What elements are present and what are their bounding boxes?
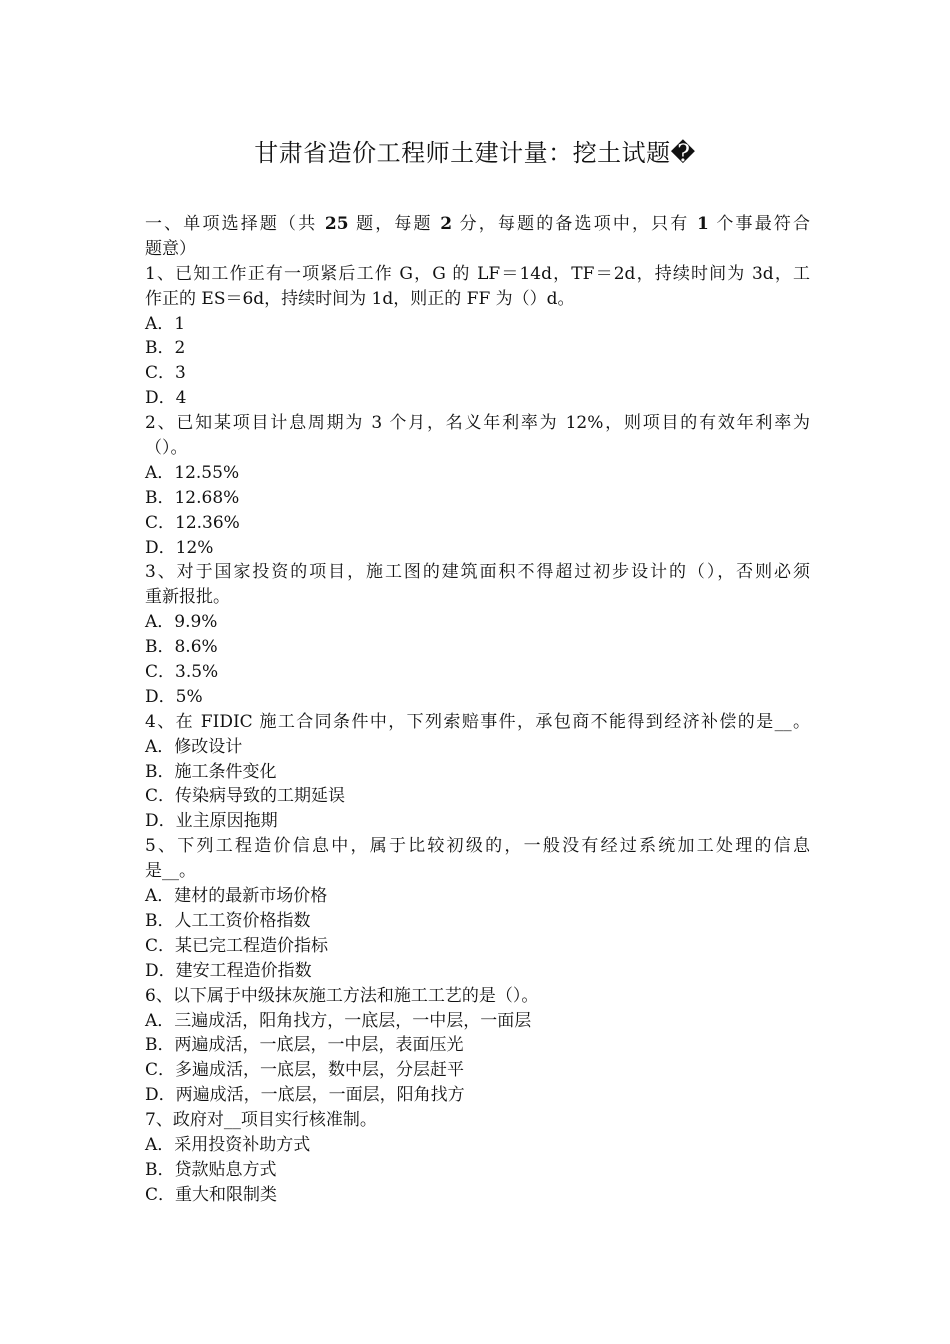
question-stem: 1、已知工作正有一项紧后工作 G，G 的 LF＝14d，TF＝2d，持续时间为 3d，工 bbox=[145, 263, 810, 284]
option-a: A．建材的最新市场价格 bbox=[145, 886, 328, 907]
option-a: A．三遍成活，阳角找方，一底层，一中层，一面层 bbox=[145, 1010, 532, 1031]
page-title: 甘肃省造价工程师土建计量：挖土试题� bbox=[254, 139, 696, 167]
option-d: D．业主原因拖期 bbox=[145, 811, 278, 832]
option-c: C．12.36% bbox=[145, 512, 240, 533]
option-b: B．12.68% bbox=[145, 487, 240, 508]
option-a: A．12.55% bbox=[145, 462, 240, 483]
question-stem: 2、已知某项目计息周期为 3 个月，名义年利率为 12%，则项目的有效年利率为 bbox=[145, 413, 810, 434]
question-1 bbox=[145, 262, 810, 411]
question-stem: 作正的 ES＝6d，持续时间为 1d，则正的 FF 为（）d。 bbox=[145, 288, 575, 309]
option-d: D．5% bbox=[145, 686, 203, 707]
option-d: D．两遍成活，一底层，一面层，阳角找方 bbox=[145, 1085, 465, 1106]
question-points: 2 bbox=[440, 214, 453, 234]
option-d: D．4 bbox=[145, 388, 187, 409]
option-a: A．1 bbox=[145, 313, 186, 334]
question-stem: 4、在 FIDIC 施工合同条件中，下列索赔事件，承包商不能得到经济补偿的是__。 bbox=[145, 711, 810, 732]
option-b: B．人工工资价格指数 bbox=[145, 910, 311, 931]
option-d: D．建安工程造价指数 bbox=[145, 960, 312, 981]
question-2 bbox=[145, 411, 810, 560]
correct-count: 1 bbox=[697, 214, 709, 234]
question-stem: 是__。 bbox=[145, 861, 196, 882]
question-stem: 重新报批。 bbox=[145, 587, 230, 608]
option-b: B．两遍成活，一底层，一中层，表面压光 bbox=[145, 1035, 464, 1056]
question-7 bbox=[145, 1108, 810, 1208]
option-b: B．贷款贴息方式 bbox=[145, 1159, 277, 1180]
question-count: 25 bbox=[324, 214, 349, 234]
option-b: B．施工条件变化 bbox=[145, 761, 277, 782]
option-c: C．多遍成活，一底层，数中层，分层赶平 bbox=[145, 1060, 465, 1081]
option-b: B．2 bbox=[145, 338, 186, 359]
question-6 bbox=[145, 984, 810, 1108]
option-d: D．12% bbox=[145, 537, 214, 558]
question-3 bbox=[145, 560, 810, 709]
option-c: C．3 bbox=[145, 363, 186, 384]
option-c: C．某已完工程造价指标 bbox=[145, 935, 329, 956]
option-c: C．3.5% bbox=[145, 662, 219, 683]
question-stem: 5、下列工程造价信息中，属于比较初级的，一般没有经过系统加工处理的信息 bbox=[145, 836, 810, 857]
section-heading-cont: 题意） bbox=[145, 238, 196, 259]
option-a: A．采用投资补助方式 bbox=[145, 1134, 311, 1155]
option-b: B．8.6% bbox=[145, 637, 218, 658]
question-5 bbox=[145, 834, 810, 983]
option-c: C．重大和限制类 bbox=[145, 1184, 278, 1205]
document-body bbox=[145, 212, 810, 1208]
question-stem: 7、政府对__项目实行核准制。 bbox=[145, 1110, 377, 1131]
option-c: C．传染病导致的工期延误 bbox=[145, 786, 346, 807]
question-stem: 6、以下属于中级抹灰施工方法和施工工艺的是（）。 bbox=[145, 985, 539, 1006]
option-a: A．修改设计 bbox=[145, 736, 243, 757]
section-heading: 一、单项选择题（共 25 题，每题 2 分，每题的备选项中，只有 1 个事最符合 bbox=[145, 214, 810, 234]
question-4 bbox=[145, 710, 810, 834]
question-stem: 3、对于国家投资的项目，施工图的建筑面积不得超过初步设计的（），否则必须 bbox=[145, 562, 810, 583]
question-stem: （）。 bbox=[145, 438, 188, 459]
option-a: A．9.9% bbox=[145, 612, 218, 633]
